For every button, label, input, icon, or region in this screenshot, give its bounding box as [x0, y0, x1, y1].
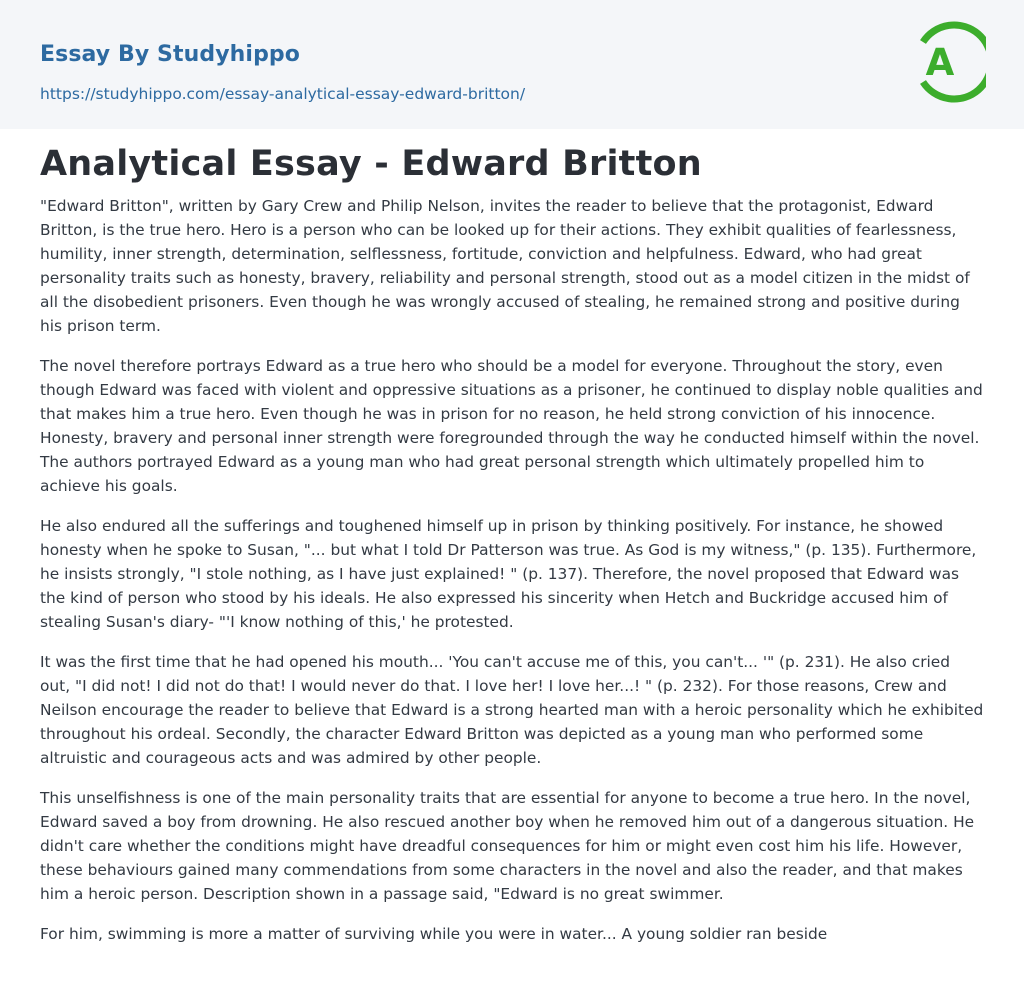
studyhippo-logo-icon[interactable] — [912, 18, 986, 106]
article-url-link[interactable]: https://studyhippo.com/essay-analytical-essay-edward-britton/ — [40, 85, 526, 103]
essay-paragraph: He also endured all the sufferings and toughened himself up in prison by thinking positively. For instance, he showed honesty when he spoke to Susan, "... but what I told Dr Patterson was true. As God is my witness," (p. 135). Furthermore, he insists strongly, "I stole nothing, as I have just explained! " (p. 137). Therefore, the novel proposed that Edward was the kind of person who stood by his ideals. He also expressed his sincerity when Hetch and Buckridge accused him of stealing Susan's diary- "'I know nothing of this,' he protested. — [40, 517, 977, 631]
essay-paragraph: The novel therefore portrays Edward as a true hero who should be a model for everyone. Throughout the story, even though Edward was faced with violent and oppressive situations as a prisoner, he continued to display noble qualities and that makes him a true hero. Even though he was in prison for no reason, he held strong conviction of his innocence. Honesty, bravery and personal inner strength were foregrounded through the way he conducted himself within the novel. The authors portrayed Edward as a young man who had great personal strength which ultimately propelled him to achieve his goals. — [40, 357, 983, 495]
site-brand[interactable]: Essay By Studyhippo — [40, 42, 300, 67]
essay-paragraph: It was the first time that he had opened his mouth... 'You can't accuse me of this, you can't... '" (p. 231). He also cried out, "I did not! I did not do that! I would never do that. I love her! I love her...! " (p. 232). For those reasons, Crew and Neilson encourage the reader to believe that Edward is a strong hearted man with a heroic personality which he exhibited throughout his ordeal. Secondly, the character Edward Britton was depicted as a young man who performed some altruistic and courageous acts and was admired by other people. — [40, 653, 984, 767]
essay-paragraph: For him, swimming is more a matter of surviving while you were in water... A young soldier ran beside — [40, 925, 828, 943]
essay-paragraph: This unselfishness is one of the main personality traits that are essential for anyone to become a true hero. In the novel, Edward saved a boy from drowning. He also rescued another boy when he removed him out of a dangerous situation. He didn't care whether the conditions might have dreadful consequences for him or might even cost him his life. However, these behaviours gained many commendations from some characters in the novel and also the reader, and that makes him a heroic person. Description shown in a passage said, "Edward is no great swimmer. — [40, 789, 975, 903]
page-title: Analytical Essay - Edward Britton — [40, 144, 702, 184]
essay-body — [40, 194, 984, 962]
logo-letter: A — [925, 41, 955, 84]
site-header — [0, 0, 1024, 129]
essay-paragraph: "Edward Britton", written by Gary Crew and Philip Nelson, invites the reader to believe that the protagonist, Edward Britton, is the true hero. Hero is a person who can be looked up for their actions. They exhibit qualities of fearlessness, humility, inner strength, determination, selflessness, fortitude, conviction and helpfulness. Edward, who had great personality traits such as honesty, bravery, reliability and personal strength, stood out as a model citizen in the midst of all the disobedient prisoners. Even though he was wrongly accused of stealing, he remained strong and positive during his prison term. — [40, 197, 970, 335]
